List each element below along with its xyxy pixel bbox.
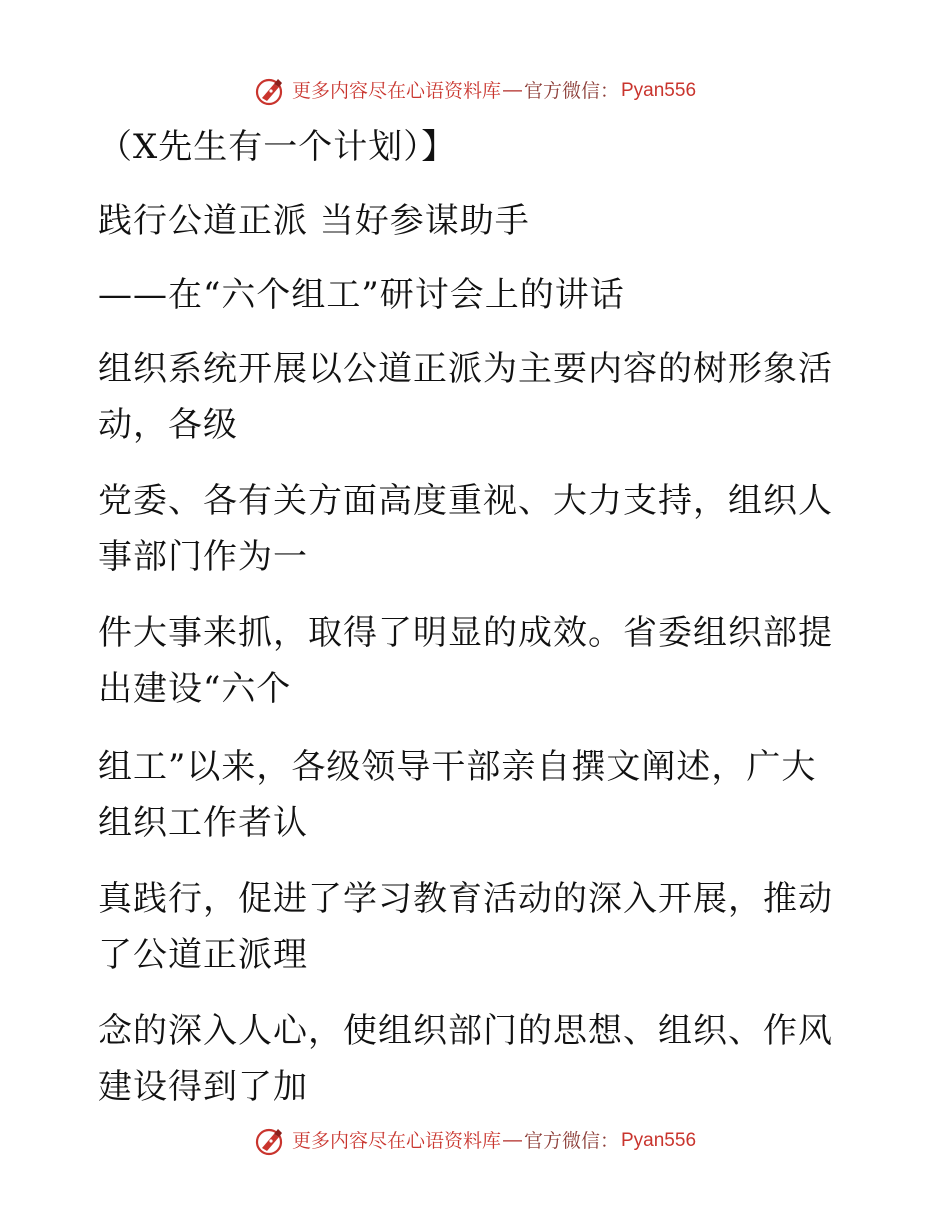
banner-official-label: 官方微信： <box>523 80 619 102</box>
paragraph-line: 动，各级 <box>98 405 238 445</box>
banner-dash: — <box>502 1130 522 1151</box>
paragraph-line: 出建设“六个 <box>98 669 292 709</box>
paragraph-line: 事部门作为一 <box>98 537 308 577</box>
banner-dash: — <box>502 80 522 101</box>
banner-main-text: 更多内容尽在心语资料库 <box>291 1130 501 1152</box>
header-watermark-banner <box>0 76 950 106</box>
paragraph-line: 件大事来抓，取得了明显的成效。省委组织部提 <box>98 613 833 653</box>
document-heading: 践行公道正派 当好参谋助手 <box>98 201 530 241</box>
banner-official-label: 官方微信： <box>523 1130 619 1152</box>
paragraph-line: 真践行，促进了学习教育活动的深入开展，推动 <box>98 879 833 919</box>
paragraph-line: 组工”以来，各级领导干部亲自撰文阐述，广大 <box>98 747 817 787</box>
pen-nib-logo-icon <box>254 1126 286 1156</box>
paragraph-line: 了公道正派理 <box>98 935 308 975</box>
paragraph-line: 组织系统开展以公道正派为主要内容的树形象活 <box>98 349 833 389</box>
footer-watermark-banner <box>0 1126 950 1156</box>
document-subheading: ——在“六个组工”研讨会上的讲话 <box>98 275 625 315</box>
paragraph-line: 建设得到了加 <box>98 1067 308 1107</box>
paragraph-line: 组织工作者认 <box>98 803 308 843</box>
banner-account-id: Pyan556 <box>621 80 697 101</box>
paragraph-line: 党委、各有关方面高度重视、大力支持，组织人 <box>98 481 833 521</box>
pen-nib-logo-icon <box>254 76 286 106</box>
document-title-note: （X先生有一个计划）】 <box>98 127 457 167</box>
banner-account-id: Pyan556 <box>621 1130 697 1151</box>
paragraph-line: 念的深入人心，使组织部门的思想、组织、作风 <box>98 1011 833 1051</box>
banner-main-text: 更多内容尽在心语资料库 <box>291 80 501 102</box>
